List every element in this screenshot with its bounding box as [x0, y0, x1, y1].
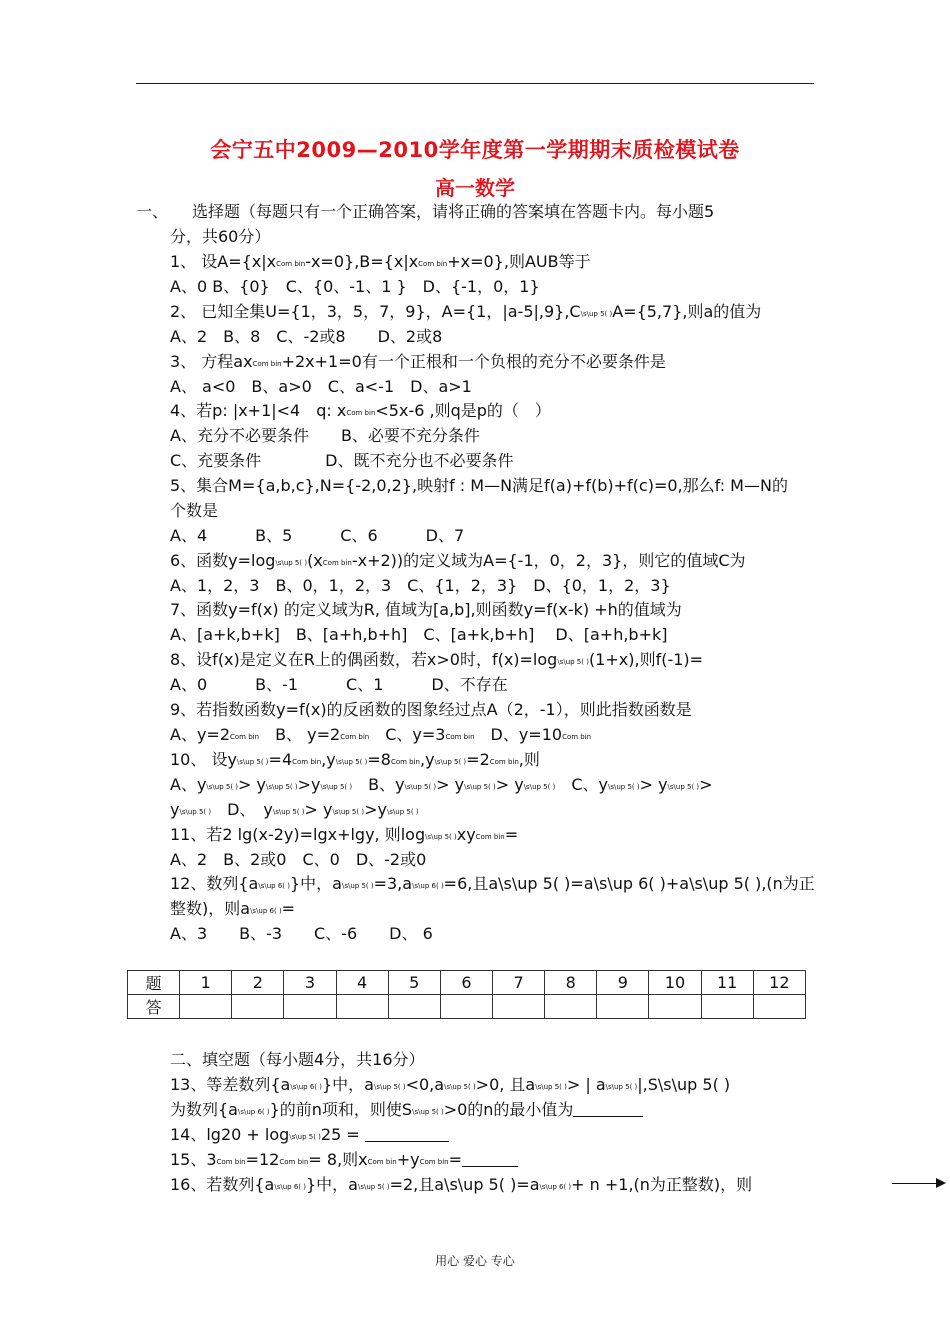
question-2-options: A、2 B、8 C、-2或8 D、2或8 — [170, 327, 443, 346]
question-1-options: A、0 B、{0} C、{0、-1、1 } D、{-1，0，1} — [170, 277, 540, 296]
section1-heading: 一、 选择题（每题只有一个正确答案，请将正确的答案填在答题卡内。每小题5 — [136, 202, 715, 221]
answer-blank[interactable] — [462, 1152, 518, 1167]
question-11: 11、若2 lg(x-2y)=lgx+lgy, 则log\s\up 5( )xyCom bin= — [170, 825, 519, 844]
table-cell: 9 — [597, 971, 649, 995]
answer-cell[interactable] — [492, 995, 544, 1019]
question-13-cont: 为数列{a\s\up 6( )}的前n项和，则使S\s\up 5( )>0的n的最小值为 — [170, 1100, 643, 1122]
question-13: 13、等差数列{a\s\up 6( )}中，a\s\up 5( )<0,a\s\up 5( )>0, 且a\s\up 5( )> | a\s\up 5( )|,S\s\up 5( ) — [170, 1075, 731, 1094]
table-cell: 2 — [232, 971, 284, 995]
section1-heading-cont: 分，共60分） — [170, 227, 271, 246]
table-cell: 答 — [128, 995, 180, 1019]
page-footer: 用心 爱心 专心 — [435, 1254, 515, 1268]
question-6: 6、函数y=log\s\up 5( )(xCom bin-x+2))的定义域为A={-1，0，2，3}，则它的值域C为 — [170, 551, 746, 570]
table-cell: 11 — [701, 971, 753, 995]
answer-cell[interactable] — [180, 995, 232, 1019]
page-subtitle: 高一数学 — [435, 176, 515, 200]
page-title: 会宁五中2009—2010学年度第一学期期末质检模试卷 — [210, 138, 740, 162]
answer-cell[interactable] — [440, 995, 492, 1019]
question-9-options: A、y=2Com bin B、 y=2Com bin C、y=3Com bin D、y=10Com bin — [170, 725, 592, 744]
question-7: 7、函数y=f(x) 的定义域为R, 值域为[a,b],则函数y=f(x-k) +h的值域为 — [170, 600, 682, 619]
table-cell: 12 — [753, 971, 805, 995]
question-4-options-1: A、充分不必要条件 B、必要不充分条件 — [170, 426, 480, 445]
question-5-cont: 个数是 — [170, 501, 219, 520]
question-2: 2、 已知全集U={1，3，5，7，9}，A={1，|a-5|,9},C\s\up 5( )A={5,7},则a的值为 — [170, 302, 762, 321]
question-10: 10、 设y\s\up 5( )=4Com bin,y\s\up 5( )=8Com bin,y\s\up 5( )=2Com bin,则 — [170, 750, 540, 769]
answer-table — [127, 970, 806, 1019]
question-12-cont: 整数)，则a\s\up 6( )= — [170, 899, 296, 918]
table-cell: 4 — [336, 971, 388, 995]
table-cell: 10 — [649, 971, 701, 995]
answer-cell[interactable] — [284, 995, 336, 1019]
question-14: 14、lg20 + log\s\up 5( )25 = — [170, 1125, 449, 1147]
question-8-options: A、0 B、-1 C、1 D、不存在 — [170, 675, 508, 694]
question-3-options: A、 a<0 B、a>0 C、a<-1 D、a>1 — [170, 377, 472, 396]
question-5: 5、集合M={a,b,c},N={-2,0,2},映射f : M—N满足f(a)+f(b)+f(c)=0,那么f: M—N的 — [170, 476, 788, 495]
question-4: 4、若p: |x+1|<4 q: xCom bin<5x-6 ,则q是p的（ ） — [170, 401, 551, 420]
answer-cell[interactable] — [388, 995, 440, 1019]
question-12: 12、数列{a\s\up 6( )}中，a\s\up 5( )=3,a\s\up 6( )=6,且a\s\up 5( )=a\s\up 6( )+a\s\up 5( ),(n为正 — [170, 874, 815, 893]
question-4-options-2: C、充要条件 D、既不充分也不必要条件 — [170, 451, 514, 470]
table-cell: 6 — [440, 971, 492, 995]
question-10-options-2: y\s\up 5( ) D、 y\s\up 5( )> y\s\up 5( )>y\s\up 5( ) — [170, 800, 419, 819]
question-6-options: A、1，2，3 B、0，1，2，3 C、{1，2，3} D、{0，1，2，3} — [170, 576, 671, 595]
answer-cell[interactable] — [649, 995, 701, 1019]
question-8: 8、设f(x)是定义在R上的偶函数，若x>0时，f(x)=log\s\up 5( )(1+x),则f(-1)= — [170, 650, 704, 669]
question-11-options: A、2 B、2或0 C、0 D、-2或0 — [170, 850, 427, 869]
table-cell: 7 — [492, 971, 544, 995]
table-cell: 5 — [388, 971, 440, 995]
answer-cell[interactable] — [753, 995, 805, 1019]
question-15: 15、3Com bin=12Com bin= 8,则xCom bin+yCom bin= — [170, 1150, 518, 1172]
table-cell: 3 — [284, 971, 336, 995]
table-cell: 1 — [180, 971, 232, 995]
question-16: 16、若数列{a\s\up 6( )}中，a\s\up 5( )=2,且a\s\up 5( )=a\s\up 6( )+ n +1,(n为正整数)，则 — [170, 1175, 753, 1194]
answer-blank[interactable] — [573, 1102, 643, 1117]
answer-cell[interactable] — [232, 995, 284, 1019]
table-row — [128, 971, 806, 995]
answer-cell[interactable] — [597, 995, 649, 1019]
arrow-right-icon — [892, 1183, 944, 1184]
question-9: 9、若指数函数y=f(x)的反函数的图象经过点A（2，-1），则此指数函数是 — [170, 700, 692, 719]
question-3: 3、 方程axCom bin+2x+1=0有一个正根和一个负根的充分不必要条件是 — [170, 352, 666, 371]
answer-cell[interactable] — [336, 995, 388, 1019]
answer-cell[interactable] — [701, 995, 753, 1019]
section2-heading: 二、填空题（每小题4分，共16分） — [170, 1050, 425, 1069]
question-7-options: A、[a+k,b+k] B、[a+h,b+h] C、[a+k,b+h] D、[a+h,b+k] — [170, 625, 668, 644]
table-row — [128, 995, 806, 1019]
answer-blank[interactable] — [365, 1127, 449, 1142]
question-5-options: A、4 B、5 C、6 D、7 — [170, 526, 465, 545]
header-rule — [136, 83, 814, 84]
question-10-options-1: A、y\s\up 5( )> y\s\up 5( )>y\s\up 5( ) B、y\s\up 5( )> y\s\up 5( )> y\s\up 5( ) C、y\s\up 5( )> y\s\up 5( )> — [170, 775, 713, 794]
question-12-options: A、3 B、-3 C、-6 D、 6 — [170, 924, 433, 943]
table-cell: 8 — [545, 971, 597, 995]
answer-cell[interactable] — [545, 995, 597, 1019]
question-1: 1、 设A={x|xCom bin-x=0},B={x|xCom bin+x=0},则AUB等于 — [170, 252, 591, 271]
table-cell: 题 — [128, 971, 180, 995]
